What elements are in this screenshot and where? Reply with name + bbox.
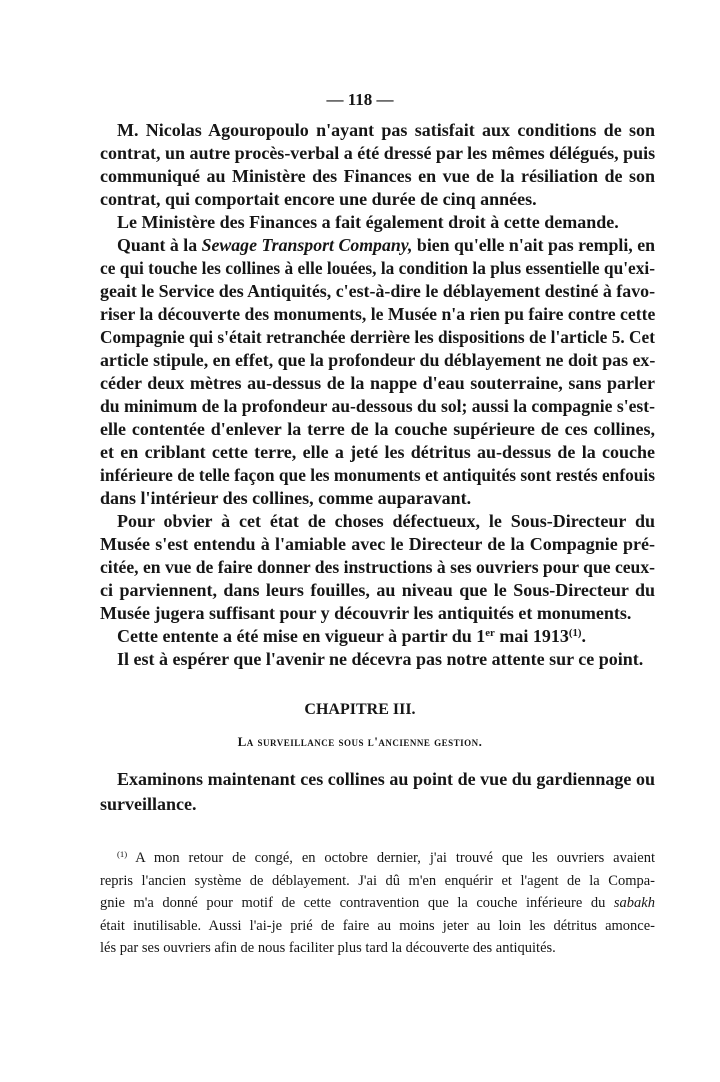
footnote-line — [100, 938, 655, 958]
text-segment: gnie m'a donné pour motif de cette contravention que la couche inférieure du — [100, 895, 614, 911]
text-segment: M. Nicolas Agouropoulo n'ayant pas satisfait aux conditions de son — [117, 120, 655, 140]
text-segment: Il est à espérer que l'avenir ne décevra pas notre attente sur ce point. — [117, 649, 644, 669]
text-line — [100, 464, 655, 486]
section-title: La surveillance sous l'ancienne gestion. — [237, 734, 483, 749]
text-segment: Pour obvier à cet état de choses défectueux, le Sous-Directeur du — [117, 511, 655, 531]
text-segment: dans l'intérieur des collines, comme auparavant. — [100, 488, 472, 508]
text-segment: Cette entente a été mise en vigueur à partir du 1 — [117, 626, 486, 646]
footnote-line — [100, 871, 655, 891]
text-line — [117, 768, 655, 790]
text-segment: inférieure de telle façon que les monuments et antiquités sont restés enfouis — [100, 465, 655, 485]
text-line — [117, 119, 655, 141]
footnote-line — [100, 916, 655, 936]
superscript: er — [485, 627, 495, 640]
text-line — [100, 556, 655, 578]
text-segment: contrat, qui comportait encore une durée de cinq années. — [100, 189, 537, 209]
footnote-line — [117, 848, 655, 868]
text-segment: ci parviennent, dans leurs fouilles, au niveau que le Sous-Directeur du — [100, 580, 655, 600]
text-line — [100, 257, 655, 279]
italic-text: Sewage Transport Company, — [201, 235, 413, 255]
text-segment: surveillance. — [100, 794, 197, 814]
text-line — [100, 441, 655, 463]
text-segment: lés par ses ouvriers afin de nous faciliter plus tard la découverte des antiquités. — [100, 940, 556, 956]
text-segment: était inutilisable. Aussi l'ai-je prié de faire au moins jeter au loin les détritus amonce- — [100, 917, 655, 934]
text-line — [100, 533, 655, 555]
chapter-title: CHAPITRE III. — [304, 701, 416, 718]
text-line — [100, 349, 655, 371]
text-line — [100, 579, 655, 601]
text-line — [100, 142, 655, 164]
text-segment: du minimum de la profondeur au-dessous du sol; aussi la compagnie s'est- — [100, 396, 655, 416]
text-line — [117, 211, 655, 233]
text-segment: céder deux mètres au-dessus de la nappe d'eau souterraine, sans parler — [100, 373, 655, 393]
text-line — [100, 487, 655, 509]
text-segment: bien qu'elle n'ait pas rempli, en — [412, 235, 655, 255]
text-segment: Compagnie qui s'était retranchée derrière les dispositions de l'article 5. Cet — [100, 327, 655, 347]
text-segment: . — [581, 626, 586, 646]
text-segment: Le Ministère des Finances a fait également droit à cette demande. — [117, 212, 619, 232]
text-segment: A mon retour de congé, en octobre dernier, j'ai trouvé que les ouvriers avaient — [127, 850, 655, 866]
text-segment: Quant à la — [117, 235, 202, 255]
text-line — [100, 188, 655, 210]
text-line — [100, 372, 655, 394]
text-line — [100, 418, 655, 440]
text-line — [100, 793, 655, 815]
text-segment: citée, en vue de faire donner des instructions à ses ouvriers pour que ceux- — [100, 557, 655, 577]
text-line — [117, 510, 655, 532]
text-segment: communiqué au Ministère des Finances en vue de la résiliation de son — [100, 166, 655, 186]
text-segment: mai 1913 — [494, 626, 569, 646]
text-segment: riser la découverte des monuments, le Musée n'a rien pu faire contre cette — [100, 304, 656, 324]
text-segment: ce qui touche les collines à elle louées, la condition la plus essentielle qu'exi- — [100, 258, 655, 278]
superscript: (1) — [117, 849, 128, 860]
text-segment: elle contentée d'enlever la terre de la couche supérieure de ces collines, — [100, 419, 655, 439]
text-segment: geait le Service des Antiquités, c'est-à-dire le déblayement destiné à favo- — [100, 281, 656, 301]
text-line — [100, 326, 655, 348]
superscript: (1) — [568, 627, 582, 640]
footnote-line — [100, 893, 655, 913]
text-segment: article stipule, en effet, que la profondeur du déblayement ne doit pas ex- — [100, 350, 656, 370]
text-line — [117, 648, 655, 670]
text-line — [100, 303, 655, 325]
text-segment: Examinons maintenant ces collines au point de vue du gardiennage ou — [117, 769, 655, 789]
text-line — [117, 234, 655, 256]
text-line — [100, 165, 655, 187]
text-line — [100, 602, 655, 624]
text-line — [117, 625, 655, 647]
text-line — [100, 280, 655, 302]
italic-text: sabakh — [613, 895, 655, 911]
text-segment: repris l'ancien système de déblayement. J'ai dû m'en enquérir et l'agent de la Compa- — [100, 872, 655, 889]
text-segment: Musée jugera suffisant pour y découvrir les antiquités et monuments. — [100, 603, 632, 623]
text-segment: Musée s'est entendu à l'amiable avec le Directeur de la Compagnie pré- — [100, 534, 655, 554]
page-number: — 118 — — [326, 90, 394, 109]
text-segment: et en criblant cette terre, elle a jeté les détritus au-dessus de la couche — [100, 442, 655, 462]
text-line — [100, 395, 655, 417]
text-segment: contrat, un autre procès-verbal a été dressé par les mêmes délégués, puis — [100, 143, 656, 163]
